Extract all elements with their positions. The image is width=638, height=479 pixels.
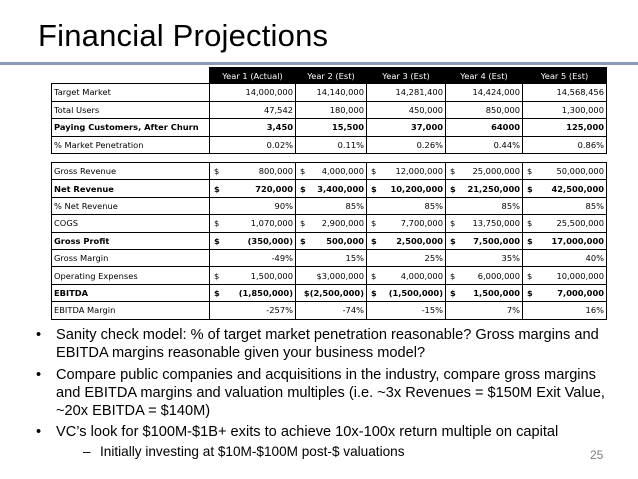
bullet-text: VC’s look for $100M-$1B+ exits to achieve 10x-100x return multiple on capital: [56, 424, 559, 441]
currency-symbol: $: [371, 270, 377, 281]
table-row: [52, 136, 607, 154]
table-cell: [446, 232, 523, 249]
table-cell: 14,568,456: [523, 84, 607, 102]
table-cell: [523, 284, 607, 301]
row-label: % Net Revenue: [52, 197, 210, 214]
bullet-item: [36, 423, 616, 461]
currency-symbol: $: [371, 235, 377, 246]
table-cell: [367, 302, 446, 319]
table-row: [52, 302, 607, 319]
bullet-marker: •: [36, 366, 42, 383]
cell-value: 13,750,000: [472, 218, 520, 229]
cell-value: 10,200,000: [390, 183, 443, 194]
table-cell: 0.11%: [296, 136, 367, 154]
currency-symbol: $: [527, 270, 533, 281]
cell-value: -49%: [271, 253, 293, 264]
table-cell: [367, 180, 446, 197]
cell-value: 16%: [585, 305, 604, 316]
currency-symbol: $: [214, 166, 220, 177]
row-label: Operating Expenses: [52, 267, 210, 284]
table-cell: 0.86%: [523, 136, 607, 154]
table-cell: [296, 284, 367, 301]
currency-symbol: $: [300, 166, 306, 177]
bullet-item: [36, 366, 616, 421]
cell-value: (1,500,000): [388, 287, 443, 298]
cell-value: 85%: [501, 200, 520, 211]
table-row: [52, 267, 607, 284]
table-cell: 0.44%: [446, 136, 523, 154]
cell-value: 2,900,000: [321, 218, 364, 229]
sub-bullet-text: Initially investing at $10M-$100M post-$ valuations: [100, 443, 405, 459]
market-table-header-row: [52, 68, 607, 84]
table-cell: 15,500: [296, 119, 367, 137]
bullet-text: Sanity check model: % of target market penetration reasonable? Gross margins and EBITDA margins reasonable given your business model?: [56, 327, 599, 362]
currency-symbol: $: [527, 287, 533, 298]
table-cell: [446, 197, 523, 214]
table-cell: [296, 197, 367, 214]
currency-symbol: $: [450, 287, 456, 298]
cell-value: 25,000,000: [472, 166, 520, 177]
table-row: [52, 197, 607, 214]
bullet-marker: •: [36, 327, 42, 343]
table-cell: [210, 215, 296, 232]
currency-symbol: $: [214, 235, 220, 246]
table-cell: 14,424,000: [446, 84, 523, 102]
table-cell: 14,000,000: [210, 84, 296, 102]
cell-value: 25,500,000: [556, 218, 604, 229]
table-cell: [367, 284, 446, 301]
currency-symbol: $: [450, 270, 456, 281]
currency-symbol: [448, 201, 450, 211]
cell-value: 800,000: [258, 166, 293, 177]
cell-value: $(2,500,000): [303, 287, 364, 298]
table-cell: [296, 232, 367, 249]
row-label: % Market Penetration: [52, 136, 210, 154]
header-year-3: Year 3 (Est): [367, 68, 446, 84]
currency-symbol: $: [371, 287, 377, 298]
table-cell: [210, 197, 296, 214]
table-cell: [523, 232, 607, 249]
table-cell: [210, 249, 296, 266]
table-cell: [367, 215, 446, 232]
currency-symbol: $: [214, 270, 220, 281]
currency-symbol: $: [214, 287, 220, 298]
table-cell: 47,542: [210, 101, 296, 119]
currency-symbol: $: [450, 183, 456, 194]
cell-value: 7,000,000: [557, 287, 604, 298]
table-cell: 3,450: [210, 119, 296, 137]
currency-symbol: [212, 253, 214, 263]
currency-symbol: $: [527, 235, 533, 246]
financials-table: [51, 162, 607, 320]
cell-value: 42,500,000: [551, 183, 604, 194]
sub-bullet-item: [56, 443, 616, 461]
cell-value: 500,000: [326, 235, 364, 246]
cell-value: 50,000,000: [556, 166, 604, 177]
cell-value: 2,500,000: [396, 235, 443, 246]
currency-symbol: $: [450, 218, 456, 229]
bullet-item: [36, 326, 616, 363]
currency-symbol: [298, 253, 300, 263]
table-cell: 1,300,000: [523, 101, 607, 119]
table-cell: [446, 284, 523, 301]
currency-symbol: $: [371, 166, 377, 177]
currency-symbol: [525, 305, 527, 315]
market-table: [51, 67, 607, 154]
row-label: EBITDA Margin: [52, 302, 210, 319]
currency-symbol: [298, 288, 300, 298]
cell-value: 1,500,000: [473, 287, 520, 298]
cell-value: $3,000,000: [316, 270, 364, 281]
currency-symbol: $: [300, 183, 306, 194]
cell-value: -15%: [421, 305, 443, 316]
cell-value: 6,000,000: [477, 270, 520, 281]
table-cell: [367, 197, 446, 214]
cell-value: 35%: [501, 253, 520, 264]
cell-value: 7,700,000: [400, 218, 443, 229]
table-cell: [296, 249, 367, 266]
table-cell: [446, 163, 523, 180]
row-label: Paying Customers, After Churn: [52, 119, 210, 137]
table-cell: [296, 163, 367, 180]
cell-value: 40%: [585, 253, 604, 264]
currency-symbol: $: [371, 218, 377, 229]
cell-value: -74%: [342, 305, 364, 316]
title-divider: [0, 62, 638, 65]
table-cell: [296, 267, 367, 284]
table-row: [52, 215, 607, 232]
header-year-1: Year 1 (Actual): [210, 68, 296, 84]
currency-symbol: [448, 253, 450, 263]
cell-value: 7%: [506, 305, 520, 316]
cell-value: -257%: [266, 305, 293, 316]
table-cell: [446, 267, 523, 284]
table-cell: [446, 249, 523, 266]
table-cell: [367, 249, 446, 266]
cell-value: 4,000,000: [400, 270, 443, 281]
row-label: Gross Margin: [52, 249, 210, 266]
table-cell: [210, 302, 296, 319]
table-cell: [210, 267, 296, 284]
table-cell: [523, 267, 607, 284]
table-cell: 180,000: [296, 101, 367, 119]
row-label: Target Market: [52, 84, 210, 102]
currency-symbol: $: [450, 235, 456, 246]
currency-symbol: [298, 305, 300, 315]
currency-symbol: [369, 253, 371, 263]
cell-value: (350,000): [247, 235, 293, 246]
table-cell: [296, 180, 367, 197]
cell-value: 7,500,000: [473, 235, 520, 246]
cell-value: 15%: [345, 253, 364, 264]
cell-value: 85%: [345, 200, 364, 211]
currency-symbol: $: [300, 235, 306, 246]
currency-symbol: [525, 201, 527, 211]
table-cell: 125,000: [523, 119, 607, 137]
table-cell: [210, 163, 296, 180]
cell-value: 85%: [424, 200, 443, 211]
cell-value: 21,250,000: [467, 183, 520, 194]
table-cell: [367, 267, 446, 284]
table-cell: [210, 180, 296, 197]
cell-value: 10,000,000: [556, 270, 604, 281]
table-cell: 37,000: [367, 119, 446, 137]
table-row: [52, 284, 607, 301]
table-cell: 14,140,000: [296, 84, 367, 102]
cell-value: 720,000: [255, 183, 293, 194]
header-year-4: Year 4 (Est): [446, 68, 523, 84]
currency-symbol: [298, 201, 300, 211]
table-cell: [446, 302, 523, 319]
table-cell: [367, 232, 446, 249]
currency-symbol: $: [214, 218, 220, 229]
header-year-2: Year 2 (Est): [296, 68, 367, 84]
table-cell: [446, 180, 523, 197]
row-label: EBITDA: [52, 284, 210, 301]
row-label: COGS: [52, 215, 210, 232]
bullet-list: [36, 326, 616, 464]
currency-symbol: [448, 305, 450, 315]
cell-value: (1,850,000): [238, 287, 293, 298]
cell-value: 90%: [274, 200, 293, 211]
currency-symbol: $: [527, 166, 533, 177]
table-cell: [523, 197, 607, 214]
table-row: [52, 249, 607, 266]
table-row: [52, 101, 607, 119]
table-cell: 64000: [446, 119, 523, 137]
row-label: Total Users: [52, 101, 210, 119]
currency-symbol: [369, 201, 371, 211]
table-cell: [523, 249, 607, 266]
table-cell: [523, 163, 607, 180]
table-row: [52, 163, 607, 180]
currency-symbol: [525, 253, 527, 263]
table-cell: [523, 302, 607, 319]
currency-symbol: $: [527, 218, 533, 229]
table-cell: [523, 215, 607, 232]
table-cell: [296, 302, 367, 319]
bullet-text: Compare public companies and acquisitions in the industry, compare gross margins and EBITDA margins and valuation multiples (i.e. ~3x Revenues = $150M Exit Value, ~20x EBITDA = $140M): [56, 366, 605, 420]
table-cell: [523, 180, 607, 197]
table-row: [52, 232, 607, 249]
header-blank-cell: [52, 68, 210, 84]
table-cell: [210, 232, 296, 249]
currency-symbol: $: [527, 183, 533, 194]
bullet-marker: •: [36, 424, 42, 441]
row-label: Gross Revenue: [52, 163, 210, 180]
currency-symbol: [298, 271, 300, 281]
table-cell: [446, 215, 523, 232]
table-cell: 850,000: [446, 101, 523, 119]
currency-symbol: $: [371, 183, 377, 194]
cell-value: 17,000,000: [551, 235, 604, 246]
row-label: Net Revenue: [52, 180, 210, 197]
table-row: [52, 84, 607, 102]
page-number: 25: [590, 448, 604, 462]
table-cell: [296, 215, 367, 232]
cell-value: 4,000,000: [321, 166, 364, 177]
header-year-5: Year 5 (Est): [523, 68, 607, 84]
cell-value: 1,500,000: [250, 270, 293, 281]
table-row: [52, 180, 607, 197]
cell-value: 1,070,000: [250, 218, 293, 229]
table-cell: 0.26%: [367, 136, 446, 154]
currency-symbol: $: [214, 183, 220, 194]
currency-symbol: [212, 201, 214, 211]
cell-value: 25%: [424, 253, 443, 264]
table-cell: [210, 284, 296, 301]
slide-title: Financial Projections: [38, 18, 329, 53]
table-cell: 0.02%: [210, 136, 296, 154]
cell-value: 85%: [585, 200, 604, 211]
currency-symbol: [369, 305, 371, 315]
table-row: [52, 119, 607, 137]
currency-symbol: $: [450, 166, 456, 177]
row-label: Gross Profit: [52, 232, 210, 249]
currency-symbol: $: [300, 218, 306, 229]
currency-symbol: [212, 305, 214, 315]
table-cell: 14,281,400: [367, 84, 446, 102]
cell-value: 3,400,000: [317, 183, 364, 194]
table-cell: [367, 163, 446, 180]
cell-value: 12,000,000: [395, 166, 443, 177]
table-cell: 450,000: [367, 101, 446, 119]
sub-bullet-marker: –: [83, 443, 91, 459]
